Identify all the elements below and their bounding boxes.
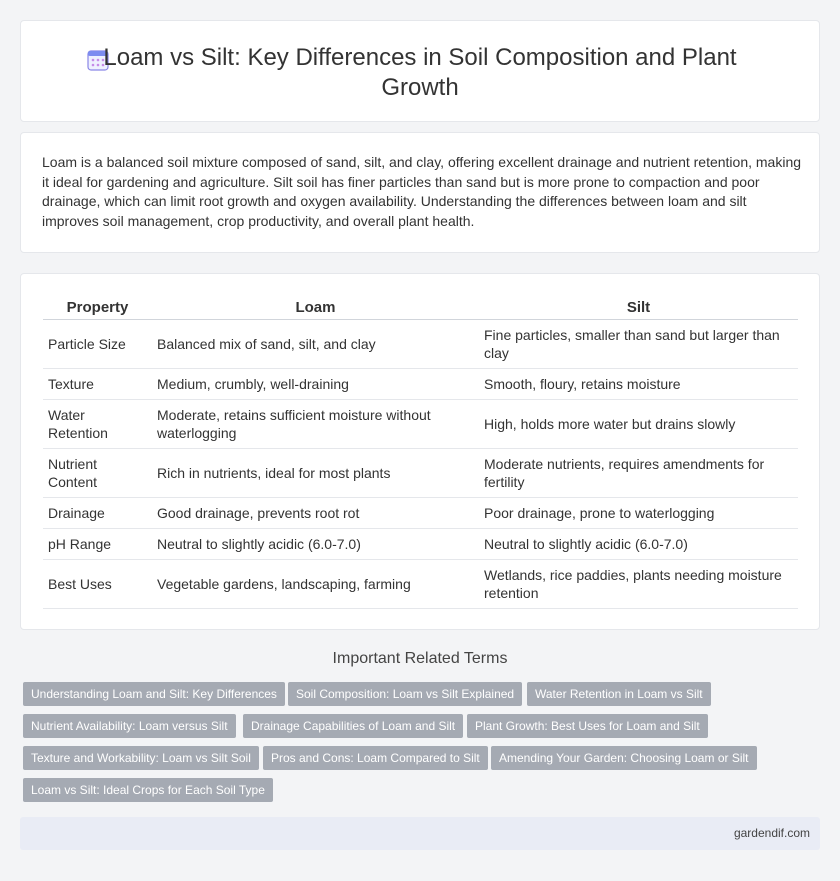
header-card [20,20,820,122]
related-term-tag[interactable]: Plant Growth: Best Uses for Loam and Silt [467,714,708,738]
loam-cell: Balanced mix of sand, silt, and clay [152,320,479,369]
related-term-tag[interactable]: Drainage Capabilities of Loam and Silt [243,714,463,738]
loam-cell: Neutral to slightly acidic (6.0-7.0) [152,529,479,560]
related-term-tag[interactable]: Loam vs Silt: Ideal Crops for Each Soil Type [23,778,273,802]
silt-cell: Neutral to slightly acidic (6.0-7.0) [479,529,798,560]
silt-cell: Poor drainage, prone to waterlogging [479,498,798,529]
property-cell: Water Retention [43,400,152,449]
silt-cell: Moderate nutrients, requires amendments for fertility [479,449,798,498]
related-term-tag[interactable]: Pros and Cons: Loam Compared to Silt [263,746,488,770]
table-row [43,369,798,400]
loam-cell: Good drainage, prevents root rot [152,498,479,529]
footer [20,817,820,850]
property-cell: Best Uses [43,560,152,609]
property-cell: Texture [43,369,152,400]
silt-cell: Smooth, floury, retains moisture [479,369,798,400]
related-term-tag[interactable]: Soil Composition: Loam vs Silt Explained [288,682,522,706]
table-row [43,449,798,498]
related-term-tag[interactable]: Amending Your Garden: Choosing Loam or Silt [491,746,757,770]
related-term-tag[interactable]: Water Retention in Loam vs Silt [527,682,711,706]
comparison-card [20,273,820,630]
property-cell: Particle Size [43,320,152,369]
silt-cell: Wetlands, rice paddies, plants needing moisture retention [479,560,798,609]
header-silt: Silt [479,294,798,320]
related-term-tag[interactable]: Nutrient Availability: Loam versus Silt [23,714,236,738]
property-cell: Drainage [43,498,152,529]
loam-cell: Medium, crumbly, well-draining [152,369,479,400]
table-header-row [43,294,798,320]
loam-cell: Rich in nutrients, ideal for most plants [152,449,479,498]
loam-cell: Moderate, retains sufficient moisture without waterlogging [152,400,479,449]
comparison-table [43,294,798,609]
related-term-tag[interactable]: Understanding Loam and Silt: Key Differences [23,682,285,706]
table-row [43,529,798,560]
loam-cell: Vegetable gardens, landscaping, farming [152,560,479,609]
table-row [43,560,798,609]
table-row [43,400,798,449]
silt-cell: Fine particles, smaller than sand but larger than clay [479,320,798,369]
table-row [43,498,798,529]
related-terms-heading: Important Related Terms [332,650,508,667]
related-term-tag[interactable]: Texture and Workability: Loam vs Silt Soil [23,746,259,770]
header-loam: Loam [152,294,479,320]
silt-cell: High, holds more water but drains slowly [479,400,798,449]
property-cell: pH Range [43,529,152,560]
table-row [43,320,798,369]
page-title: Loam vs Silt: Key Differences in Soil Composition and Plant Growth [103,44,737,101]
intro-card [20,132,820,253]
header-property: Property [43,294,152,320]
site-link[interactable]: gardendif.com [733,826,810,840]
property-cell: Nutrient Content [43,449,152,498]
intro-paragraph: Loam is a balanced soil mixture composed of sand, silt, and clay, offering excellent drainage and nutrient retention, making it ideal for gardening and agriculture. Silt soil has finer particles than sand but is more prone to compaction and poor drainage, which can limit root growth and oxygen availability. Understanding the differences between loam and silt improves soil management, crop productivity, and overall plant health. [42,154,802,229]
